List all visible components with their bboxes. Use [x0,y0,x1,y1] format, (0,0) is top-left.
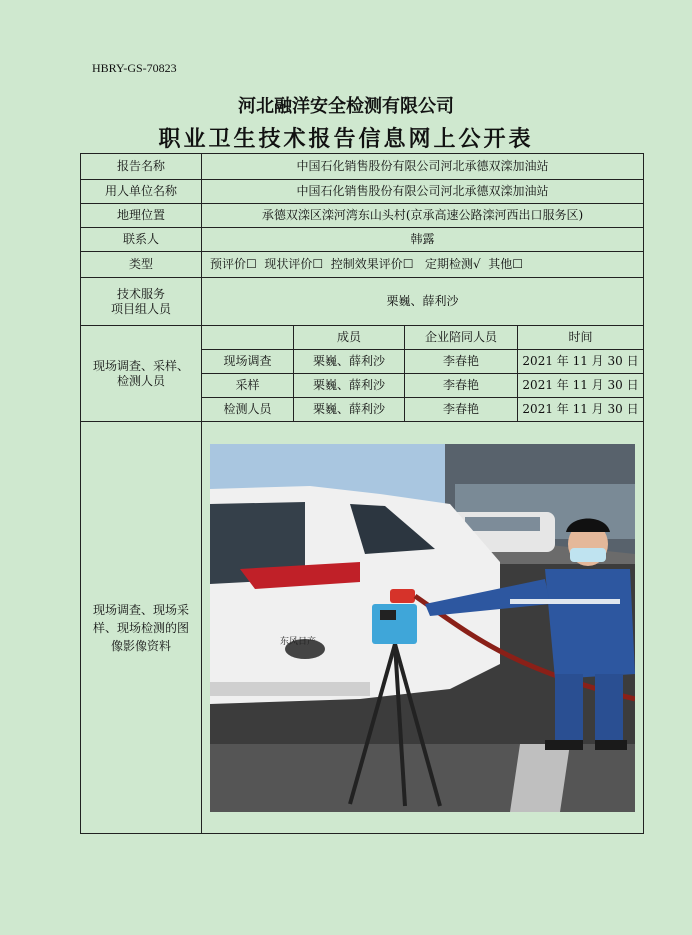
survey-item-members: 栗巍、薛利沙 [294,398,405,422]
survey-item-date: 2021 年 11 月 30 日 [518,350,644,374]
instrument-display [380,610,396,620]
page-title: 职业卫生技术报告信息网上公开表 [158,126,534,152]
photo-row [81,422,644,834]
photo-label-line3: 像影像资料 [110,638,171,653]
employer-label: 用人单位名称 [81,180,202,204]
survey-item-escort: 李春艳 [405,398,518,422]
site-photo-illustration [210,444,635,812]
survey-header-time: 时间 [518,326,644,350]
fuel-nozzle [390,589,415,603]
worker-shoe-right [595,740,627,750]
pavement [210,744,635,812]
survey-label [81,326,202,422]
photo-cell [202,422,644,834]
survey-header-row [81,326,644,350]
row-report-name [81,154,644,180]
contact-label: 联系人 [81,228,202,252]
photo-label-line2: 样、现场检测的图 [92,620,189,635]
coverall-reflective-stripe [510,599,620,604]
team-value: 栗巍、薛利沙 [202,278,644,326]
row-team [81,278,644,326]
team-label [81,278,202,326]
team-label-line2: 项目组人员 [110,301,171,316]
survey-label-line2: 检测人员 [116,373,165,388]
survey-item-name: 现场调查 [202,350,294,374]
report-name-label: 报告名称 [81,154,202,180]
employer-value: 中国石化销售股份有限公司河北承德双滦加油站 [202,180,644,204]
photo-label [81,422,202,834]
survey-header-blank [202,326,294,350]
survey-item-members: 栗巍、薛利沙 [294,350,405,374]
background-car-window [465,517,540,531]
survey-item-name: 采样 [202,374,294,398]
car-badge-text: 东风日产 [280,636,317,647]
car-bumper [210,682,370,696]
worker-leg-left [555,674,583,744]
row-contact [81,228,644,252]
location-value: 承德双滦区滦河湾东山头村(京承高速公路滦河西出口服务区) [202,204,644,228]
team-label-line1: 技术服务 [116,286,165,301]
worker-leg-right [595,674,623,744]
survey-item-date: 2021 年 11 月 30 日 [518,374,644,398]
row-type [81,252,644,278]
survey-item-date: 2021 年 11 月 30 日 [518,398,644,422]
curb [510,744,570,812]
type-label: 类型 [81,252,202,278]
survey-header-escort: 企业陪同人员 [405,326,518,350]
worker-coverall [545,569,635,679]
photo-label-line1: 现场调查、现场采 [92,602,189,617]
row-employer [81,180,644,204]
contact-value: 韩露 [202,228,644,252]
worker-shoe-left [545,740,583,750]
document-code: HBRY-GS-70823 [92,61,177,75]
report-name-value: 中国石化销售股份有限公司河北承德双滦加油站 [202,154,644,180]
survey-item-escort: 李春艳 [405,350,518,374]
site-photo [210,444,635,812]
survey-label-line1: 现场调查、采样、 [92,358,189,373]
location-label: 地理位置 [81,204,202,228]
survey-item-members: 栗巍、薛利沙 [294,374,405,398]
worker-mask [570,548,606,562]
survey-item-escort: 李春艳 [405,374,518,398]
type-value: 预评价☐ 现状评价☐ 控制效果评价☐ 定期检测√ 其他☐ [202,252,644,278]
company-name: 河北融洋安全检测有限公司 [238,96,454,117]
survey-item-name: 检测人员 [202,398,294,422]
survey-header-members: 成员 [294,326,405,350]
row-location [81,204,644,228]
disclosure-table [80,153,644,834]
